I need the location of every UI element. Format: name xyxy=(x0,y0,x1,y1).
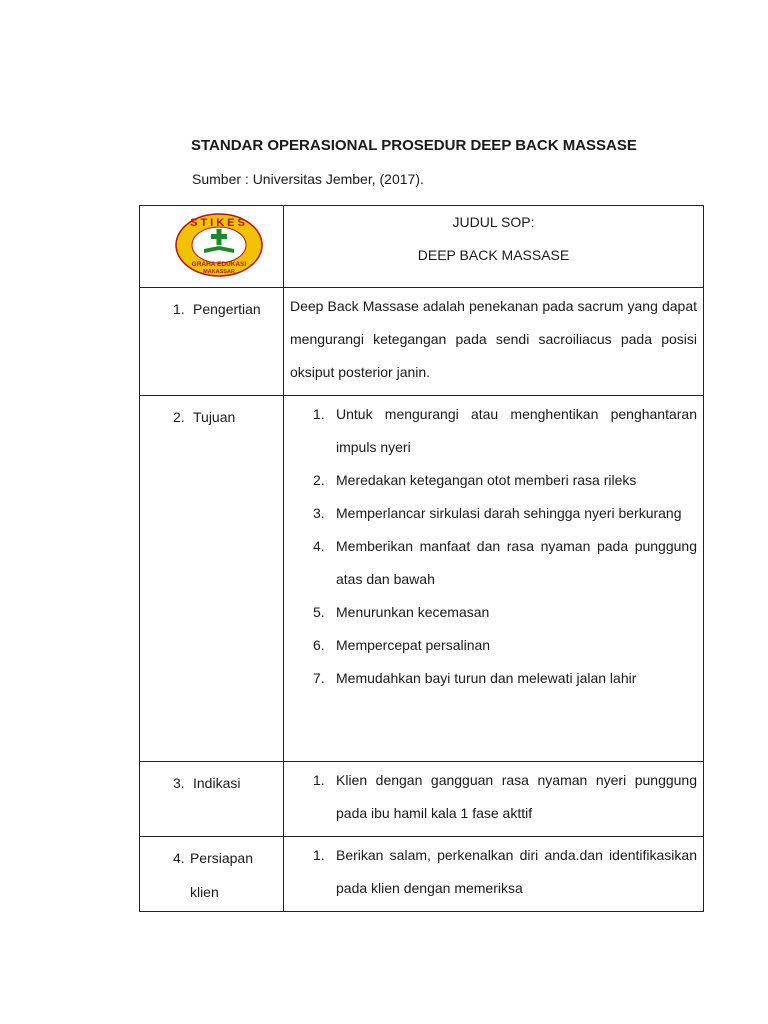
row-label: Tujuan xyxy=(193,409,236,425)
list-item: 2. Meredakan ketegangan otot memberi rasa rileks xyxy=(313,472,637,488)
document-title: STANDAR OPERASIONAL PROSEDUR DEEP BACK MASSASE xyxy=(191,137,637,154)
sop-table xyxy=(139,205,704,912)
logo-cell xyxy=(140,206,284,288)
logo-bottom-text: GRAHA EDUKASI xyxy=(191,261,247,268)
judul-value: DEEP BACK MASSASE xyxy=(417,247,570,263)
stikes-logo xyxy=(174,211,264,279)
table-row xyxy=(140,396,704,762)
row-number: 2. xyxy=(173,409,185,425)
list-item: 4. Memberikan manfaat dan rasa nyaman pada punggung atas dan bawah xyxy=(313,538,697,587)
indikasi-list xyxy=(284,762,703,836)
persiapan-list xyxy=(284,837,703,911)
table-row-header xyxy=(140,206,704,288)
table-row xyxy=(140,762,704,837)
logo-top-text: STIKES xyxy=(190,217,248,229)
row-text: Deep Back Massase adalah penekanan pada sacrum yang dapat mengurangi ketegangan pada sendi sacroiliacus pada posisi oksiput posterior janin. xyxy=(290,298,697,380)
list-item: 1. Untuk mengurangi atau menghentikan penghantaran impuls nyeri xyxy=(313,406,697,455)
table-row xyxy=(140,288,704,396)
list-item: 1. Klien dengan gangguan rasa nyaman nyeri punggung pada ibu hamil kala 1 fase akttif xyxy=(313,772,697,821)
list-item: 7. Memudahkan bayi turun dan melewati jalan lahir xyxy=(313,670,637,686)
row-number: 1. xyxy=(173,301,185,317)
judul-cell xyxy=(284,206,704,288)
source-citation: Sumber : Universitas Jember, (2017). xyxy=(192,171,424,187)
list-item: 3. Memperlancar sirkulasi darah sehingga nyeri berkurang xyxy=(313,505,682,521)
judul-label: JUDUL SOP: xyxy=(452,214,535,230)
row-label: Persiapan klien xyxy=(189,850,253,900)
list-item: 1. Berikan salam, perkenalkan diri anda.dan identifikasikan pada klien dengan memeriksa xyxy=(313,847,697,896)
table-row xyxy=(140,837,704,912)
tujuan-list xyxy=(284,396,703,701)
row-number: 4. xyxy=(173,850,185,866)
row-label: Pengertian xyxy=(193,301,261,317)
list-item: 5. Menurunkan kecemasan xyxy=(313,604,490,620)
list-item: 6. Mempercepat persalinan xyxy=(313,637,491,653)
row-label: Indikasi xyxy=(193,775,241,791)
row-number: 3. xyxy=(173,775,185,791)
logo-city-text: MAKASSAR xyxy=(203,269,235,275)
